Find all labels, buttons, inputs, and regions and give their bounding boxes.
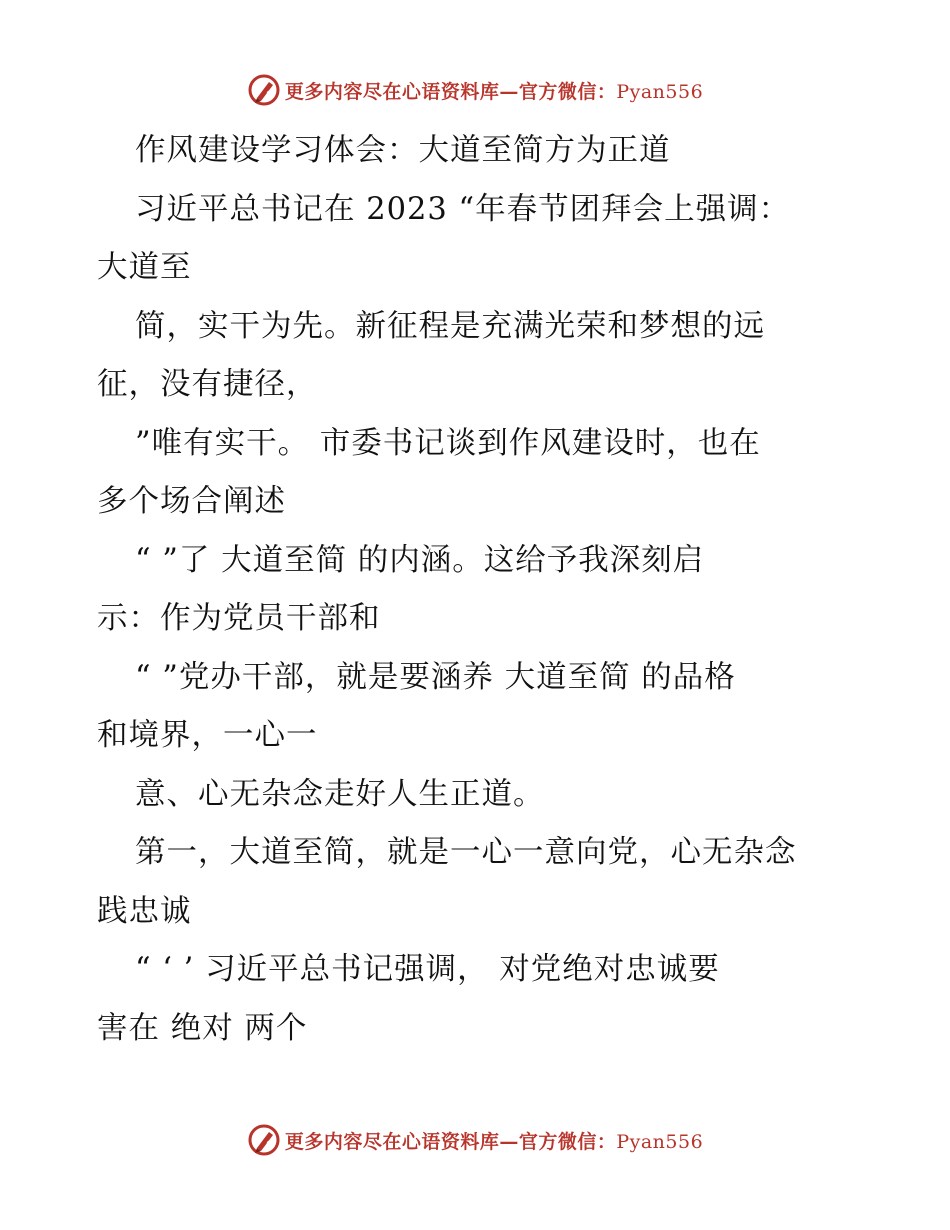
- paragraph-line: “ ‘ ’ 习近平总书记强调， 对党绝对忠诚要: [135, 952, 720, 987]
- banner-text: 更多内容尽在心语资料库—官方微信：Pyan556: [284, 1130, 704, 1153]
- footer-banner: [0, 1120, 950, 1160]
- paragraph-line: 意、心无杂念走好人生正道。: [135, 776, 545, 812]
- wechat-account: Pyan556: [616, 80, 704, 103]
- pen-seal-logo-icon: [247, 73, 281, 107]
- pen-seal-logo-icon: [247, 1123, 281, 1157]
- paragraph-line: 示：作为党员干部和: [97, 601, 381, 636]
- paragraph-line: “ ”党办干部，就是要涵养 大道至简 的品格: [135, 659, 736, 695]
- paragraph-line: 大道至: [97, 250, 192, 285]
- paragraph-line: 习近平总书记在 2023 “年春节团拜会上强调：: [135, 191, 791, 227]
- paragraph-line: ”唯有实干。 市委书记谈到作风建设时，也在: [135, 425, 761, 461]
- banner-text: 更多内容尽在心语资料库—官方微信：Pyan556: [284, 80, 704, 103]
- paragraph-line: 第一，大道至简，就是一心一意向党，心无杂念: [135, 835, 797, 870]
- paragraph-line: 多个场合阐述: [97, 484, 286, 519]
- header-banner: [0, 70, 950, 110]
- document-title: 作风建设学习体会：大道至简方为正道: [135, 133, 671, 168]
- paragraph-line: 害在 绝对 两个: [97, 1010, 308, 1046]
- paragraph-line: 和境界，一心一: [97, 718, 318, 753]
- paragraph-line: 简，实干为先。新征程是充满光荣和梦想的远: [135, 308, 765, 344]
- paragraph-line: “ ”了 大道至简 的内涵。这给予我深刻启: [135, 542, 705, 578]
- paragraph-line: 征，没有捷径，: [97, 367, 318, 402]
- paragraph-line: 践忠诚: [97, 893, 192, 929]
- wechat-account: Pyan556: [616, 1130, 704, 1153]
- document-body: [97, 122, 877, 1058]
